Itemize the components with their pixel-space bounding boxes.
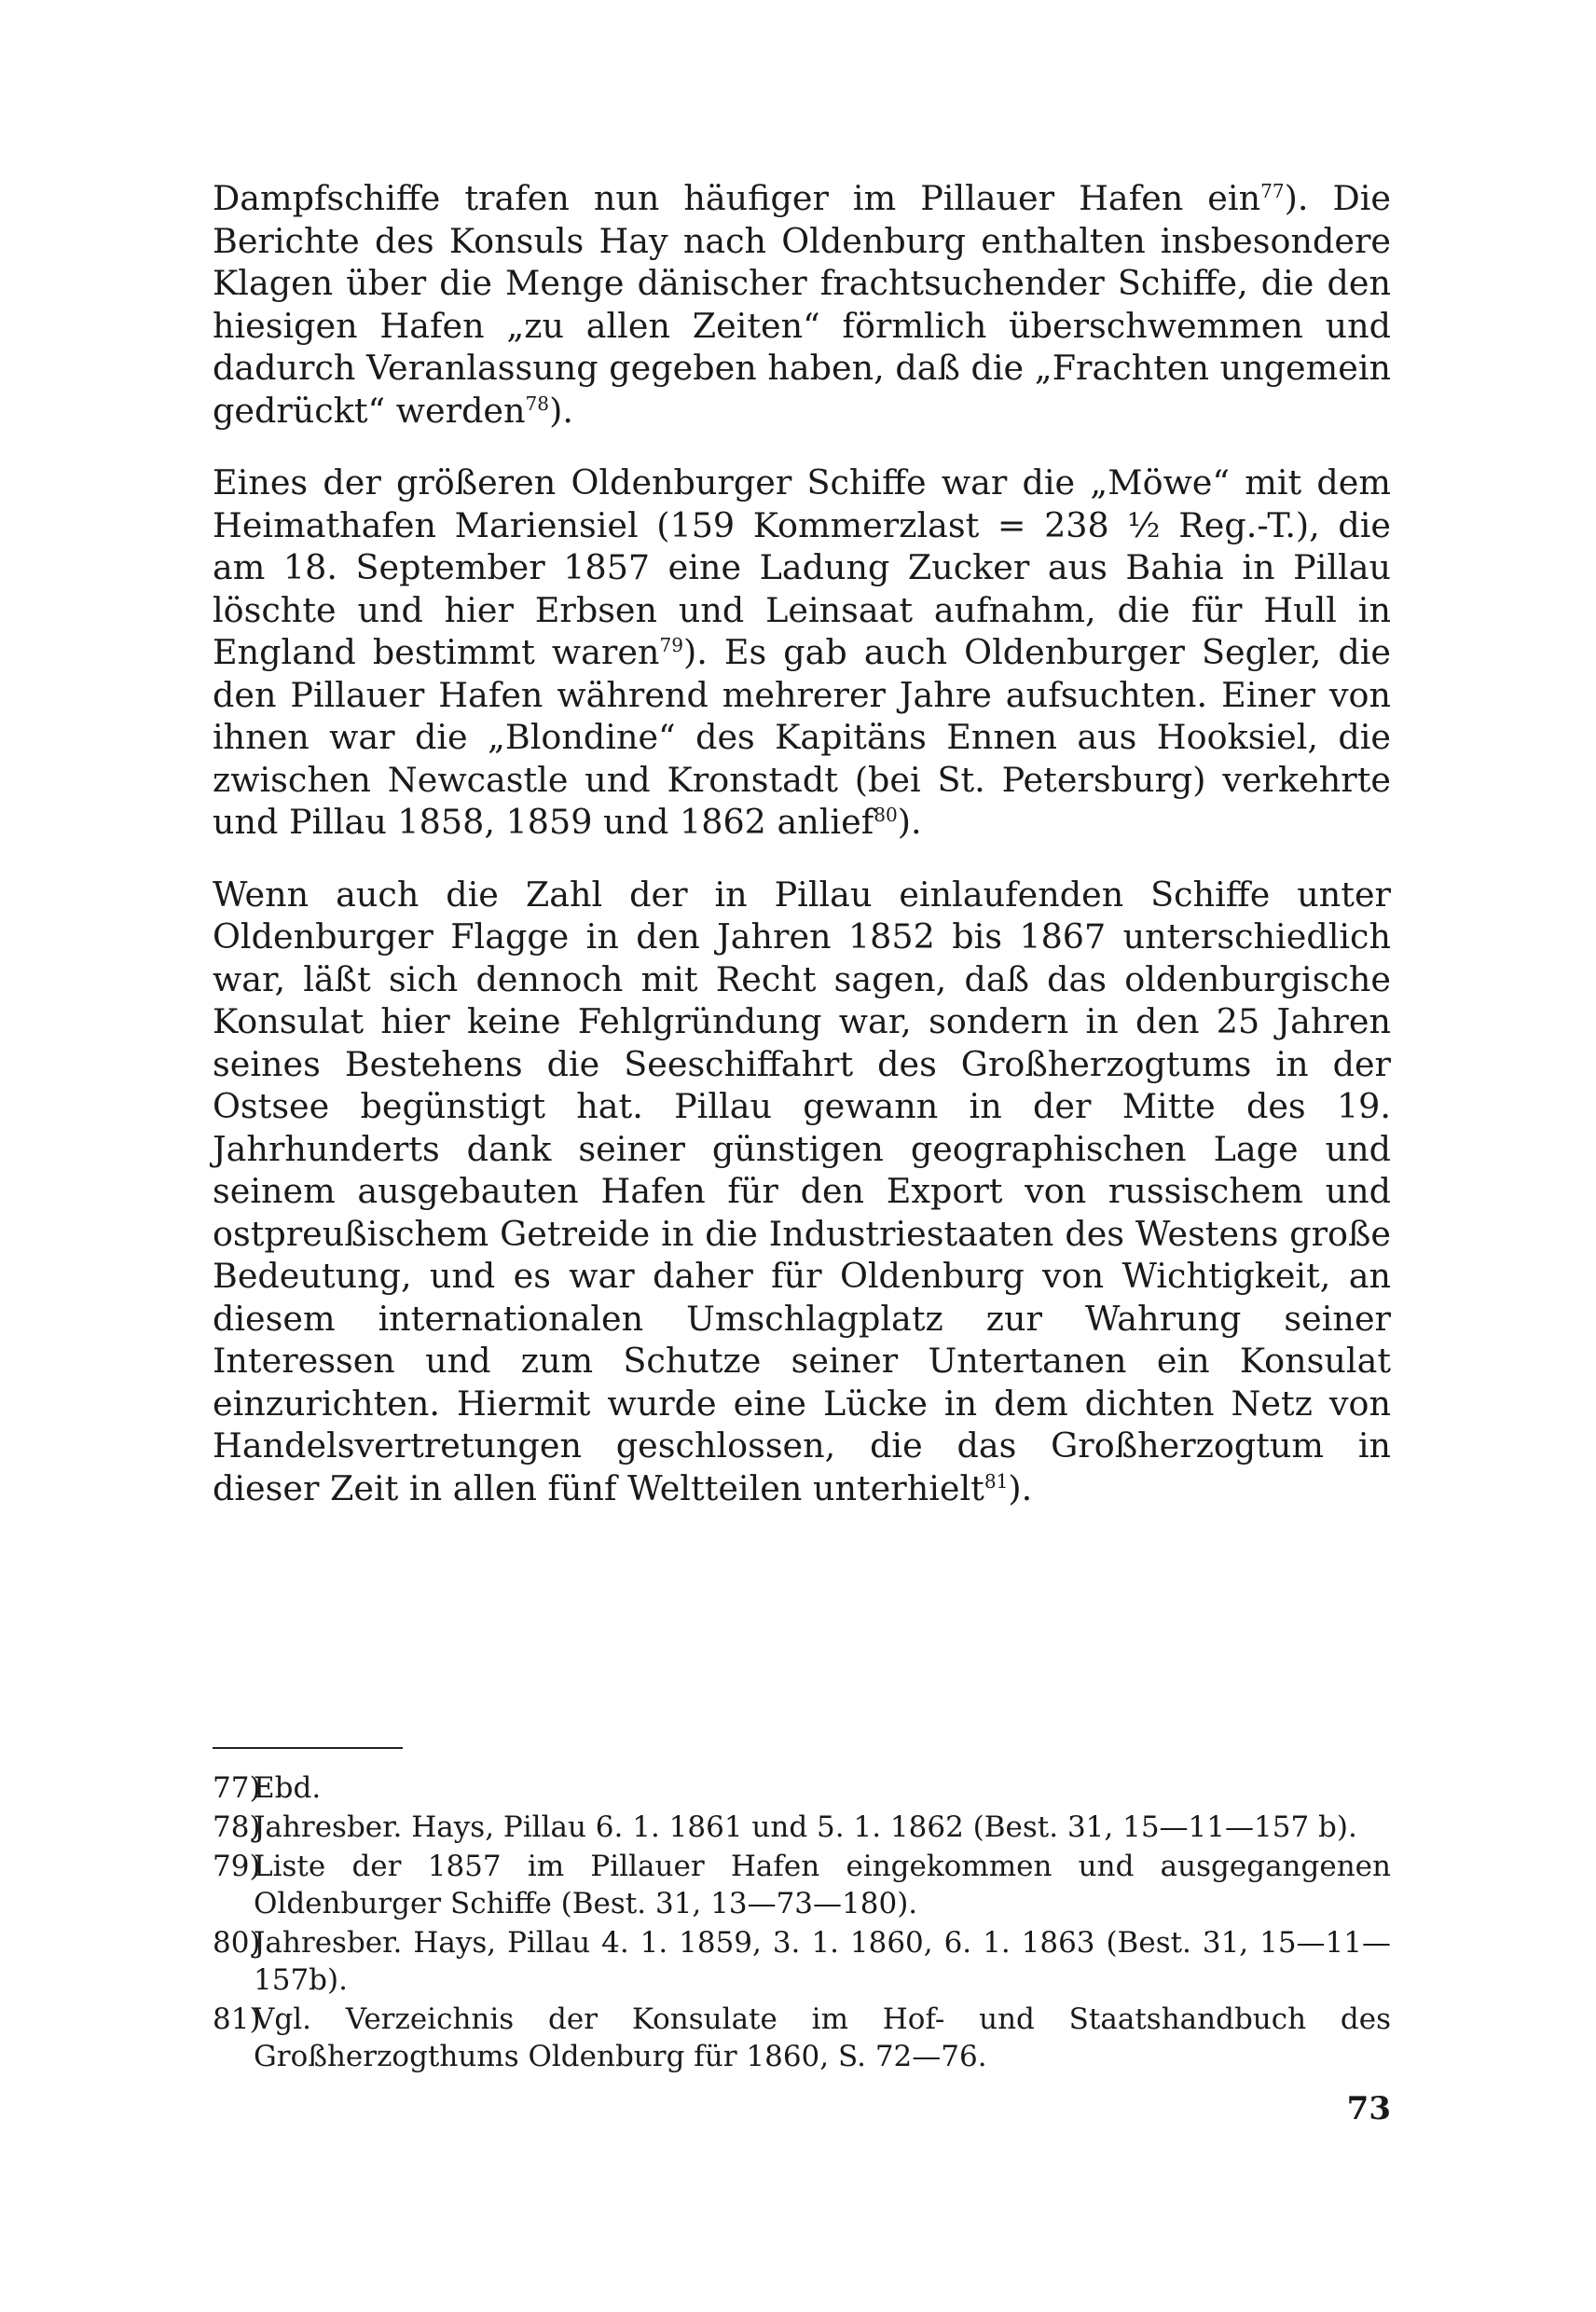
footnote-number: 80)	[213, 1926, 261, 1960]
footnote-number: 79)	[213, 1850, 261, 1883]
paragraph-3	[213, 874, 1391, 1510]
page-number: 73	[1346, 2090, 1391, 2127]
footnote-ref-78: 78	[525, 392, 550, 415]
footnote-text: Jahresber. Hays, Pillau 4. 1. 1859, 3. 1. 1860, 6. 1. 1863 (Best. 31, 15—11—157b).	[254, 1926, 1391, 1997]
footnote-number: 81)	[213, 2002, 261, 2036]
paragraph-text: ).	[549, 390, 573, 431]
footnote-text: Vgl. Verzeichnis der Konsulate im Hof- und Staatshandbuch des Großherzogthums Oldenburg für 1860, S. 72—76.	[254, 2002, 1391, 2073]
footnote-ref-77: 77	[1260, 179, 1285, 202]
main-text	[213, 177, 1391, 1539]
footnote-text: Liste der 1857 im Pillauer Hafen eingekommen und ausgegangenen Oldenburger Schiffe (Best. 31, 13—73—180).	[254, 1850, 1391, 1920]
footnote-77	[213, 1769, 1391, 1807]
paragraph-text: ). Die Berichte des Konsuls Hay nach Oldenburg enthalten insbesondere Klagen über die Menge dänischer frachtsuchender Schiffe, die den hiesigen Hafen „zu allen Zeiten“ förmlich überschwemmen und dadurch Veranlassung gegeben haben, daß die „Frachten ungemein gedrückt“ werden	[213, 178, 1392, 431]
footnote-number: 78)	[213, 1810, 261, 1844]
paragraph-text: Dampfschiffe trafen nun häufiger im Pillauer Hafen ein	[213, 178, 1261, 218]
footnote-divider	[213, 1747, 403, 1749]
paragraph-1	[213, 177, 1391, 432]
paragraph-text: ).	[1008, 1467, 1033, 1508]
footnote-79	[213, 1848, 1391, 1922]
footnote-number: 77)	[213, 1771, 261, 1805]
footnote-ref-79: 79	[659, 633, 683, 656]
footnotes	[213, 1769, 1391, 2077]
footnote-78	[213, 1809, 1391, 1846]
footnote-80	[213, 1924, 1391, 1999]
footnote-ref-80: 80	[874, 803, 898, 826]
footnote-ref-81: 81	[984, 1469, 1009, 1493]
paragraph-text: Wenn auch die Zahl der in Pillau einlaufenden Schiffe unter Oldenburger Flagge in den Jahren 1852 bis 1867 unterschiedlich war, läßt sich dennoch mit Recht sagen, daß das oldenburgische Konsulat hier keine Fehlgründung war, sondern in den 25 Jahren seines Bestehens die Seeschiffahrt des Großherzogtums in der Ostsee begünstigt hat. Pillau gewann in der Mitte des 19. Jahrhunderts dank seiner günstigen geographischen Lage und seinem ausgebauten Hafen für den Export von russischem und ostpreußischem Getreide in die Industriestaaten des Westens große Bedeutung, und es war daher für Oldenburg von Wichtigkeit, an diesem internationalen Umschlagplatz zur Wahrung seiner Interessen und zum Schutze seiner Untertanen ein Konsulat einzurichten. Hiermit wurde eine Lücke in dem dichten Netz von Handelsvertretungen geschlossen, die das Großherzogtum in dieser Zeit in allen fünf Weltteilen unterhielt	[213, 874, 1391, 1508]
footnote-text: Ebd.	[254, 1771, 322, 1805]
paragraph-text: ). Es gab auch Oldenburger Segler, die den Pillauer Hafen während mehrerer Jahre aufsuchten. Einer von ihnen war die „Blondine“ des Kapitäns Ennen aus Hooksiel, die zwischen Newcastle und Kronstadt (bei St. Petersburg) verkehrte und Pillau 1858, 1859 und 1862 anlief	[213, 632, 1391, 842]
footnote-text: Jahresber. Hays, Pillau 6. 1. 1861 und 5. 1. 1862 (Best. 31, 15—11—157 b).	[254, 1810, 1357, 1844]
paragraph-text: Eines der größeren Oldenburger Schiffe war die „Möwe“ mit dem Heimathafen Mariensiel (159 Kommerzlast = 238 ½ Reg.-T.), die am 18. September 1857 eine Ladung Zucker aus Bahia in Pillau löschte und hier Erbsen und Leinsaat aufnahm, die für Hull in England bestimmt waren	[213, 462, 1391, 672]
paragraph-2	[213, 461, 1391, 844]
paragraph-text: ).	[897, 802, 922, 842]
footnote-81	[213, 2001, 1391, 2075]
